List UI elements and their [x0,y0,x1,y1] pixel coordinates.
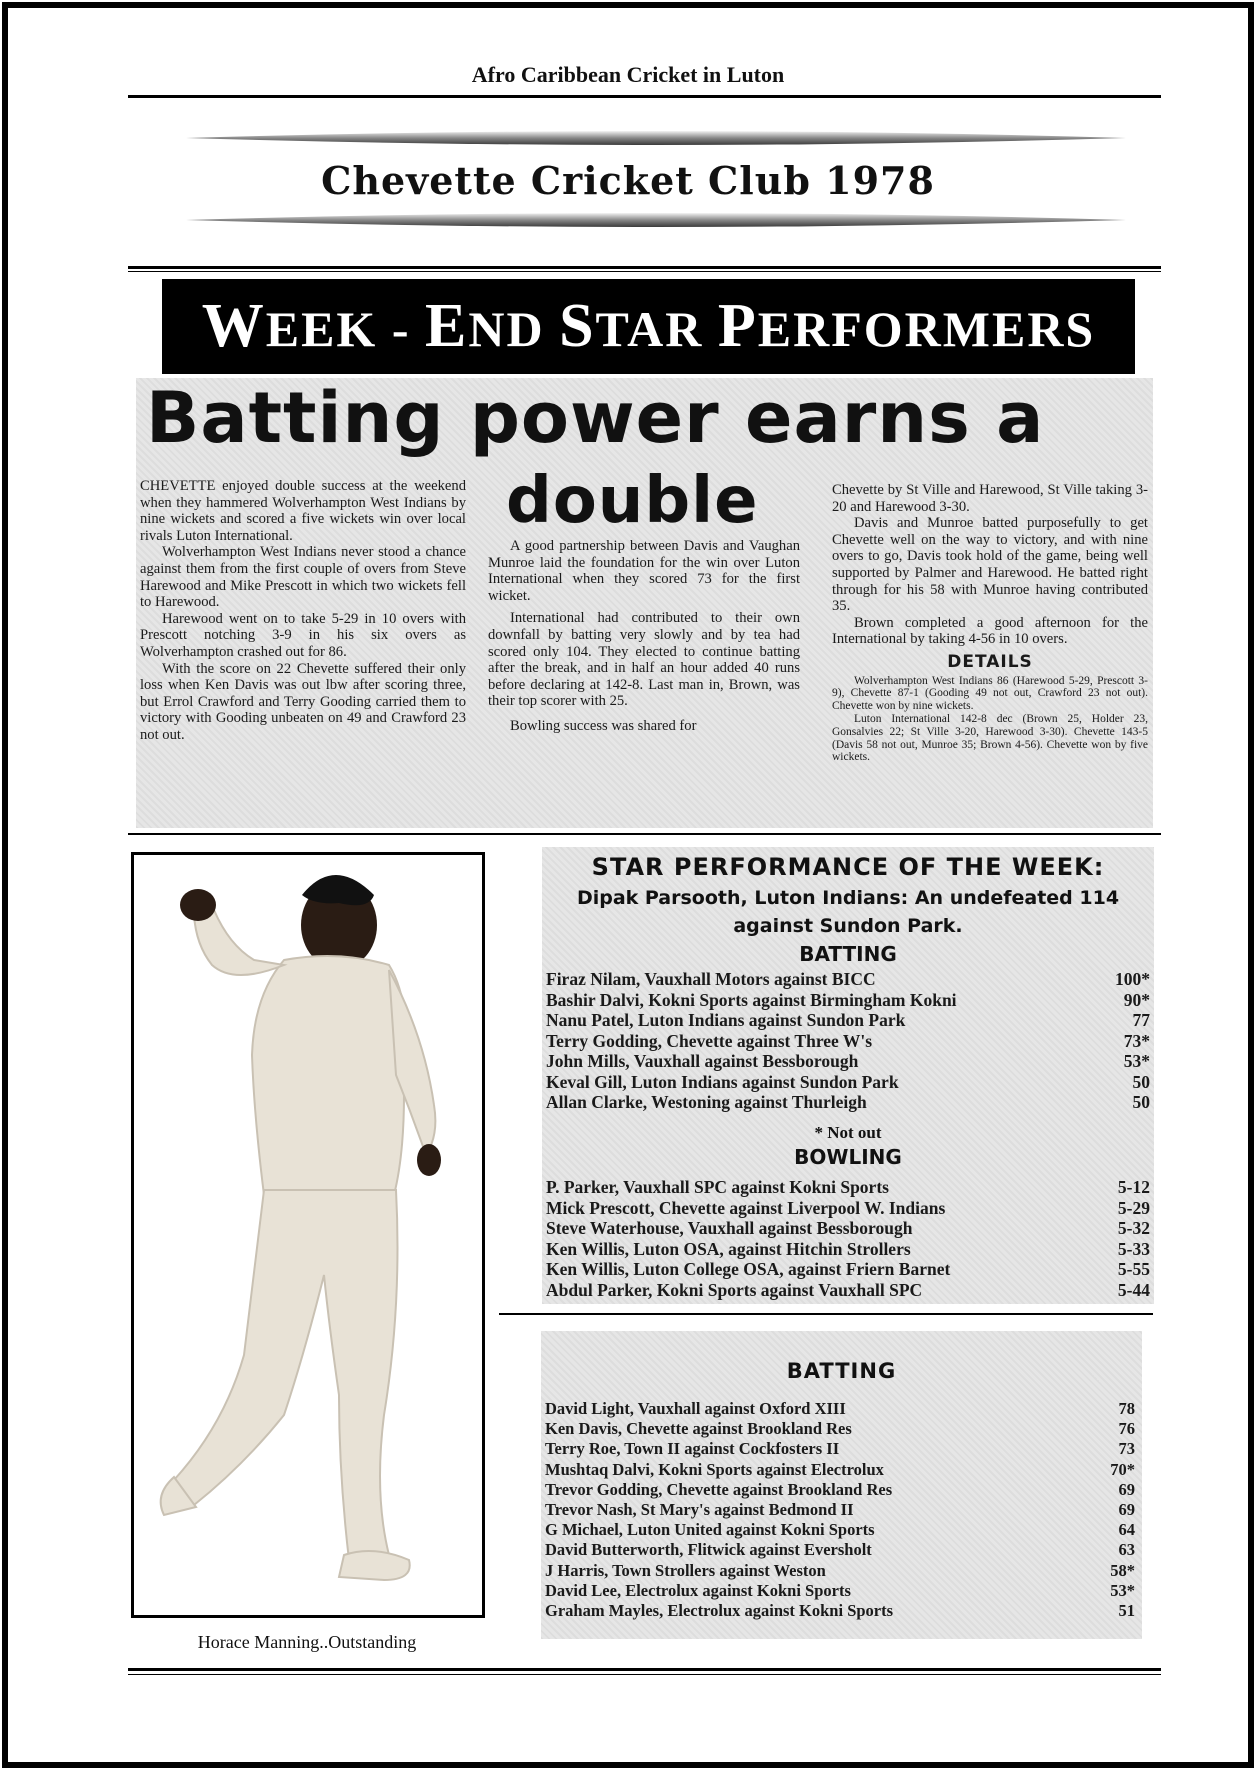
article-column-2 [488,538,800,735]
details-paragraph: Luton International 142-8 dec (Brown 25, Holder 23, Gonsalvies 22; St Ville 3-20, Harewood 3-30). Chevette 143-5 (Davis 58 not out, Munroe 35; Brown 4-56). Chevette won by five wickets. [832,712,1148,764]
list-item [545,1500,1135,1520]
performer-name: Bashir Dalvi, Kokni Sports against Birmingham Kokni [546,989,957,1010]
batsman-name: Trevor Godding, Chevette against Brookland Res [545,1479,893,1499]
section-rule-top [128,266,1161,269]
article-headline-line1: Batting power earns a [146,377,1045,459]
batsman-name: Trevor Nash, St Mary's against Bedmond II [545,1500,854,1520]
list-item [546,1239,1150,1260]
article-paragraph: Wolverhampton West Indians never stood a chance against them from the first couple of overs from Steve Harewood and Mike Prescott in which two wickets fell to Harewood. [140,544,466,611]
batsman-score: 70* [1110,1459,1135,1479]
player-photo-frame [131,852,485,1618]
list-item [545,1601,1135,1621]
performer-score: 53* [1123,1051,1150,1071]
performer-figures: 5-12 [1117,1177,1150,1197]
club-title: Chevette Cricket Club 1978 [321,158,935,203]
article-column-3 [832,482,1148,764]
list-item [546,1051,1150,1072]
star-batting-list [546,969,1150,1113]
footer-rule-thin [128,1674,1161,1675]
title-cap-p: P [717,292,758,360]
article-paragraph: Davis and Munroe batted purposefully to get Chevette well on the way to victory, and with nine overs to go, Davis took hold of the game, being well supported by Palmer and Harewood. He batted right through for his 58 with Munroe having contributed 35. [832,515,1148,615]
footer-rule [128,1668,1161,1671]
title-text-4: ERFORMERS [757,301,1096,357]
performer-figures: 5-33 [1117,1238,1150,1259]
performer-name: Firaz Nilam, Vauxhall Motors against BICC [546,969,876,989]
batsman-name: J Harris, Town Strollers against Weston [545,1560,826,1580]
batsman-name: Graham Mayles, Electrolux against Kokni Sports [545,1601,894,1621]
batting-clipping [541,1331,1142,1639]
performer-name: Ken Willis, Luton OSA, against Hitchin Strollers [546,1238,911,1259]
star-performance-subtitle-1: Dipak Parsooth, Luton Indians: An undefeated 114 [576,887,1120,909]
performer-figures: 5-44 [1117,1279,1150,1300]
batsman-score: 51 [1118,1601,1135,1621]
article-column-1 [140,478,466,744]
batsman-name: David Lee, Electrolux against Kokni Sports [545,1580,851,1600]
performer-name: Abdul Parker, Kokni Sports against Vauxhall SPC [546,1279,923,1300]
title-cap-e: E [424,292,469,360]
list-item [546,969,1150,990]
list-item [545,1419,1135,1439]
player-photo [134,855,482,1615]
list-item [545,1540,1135,1560]
batsman-score: 78 [1118,1399,1135,1418]
list-item [545,1520,1135,1540]
list-item [546,1010,1150,1031]
batsman-name: David Light, Vauxhall against Oxford XIII [545,1399,846,1418]
list-item [546,1198,1150,1219]
article-paragraph: International had contributed to their own downfall by batting very slowly and by tea had scored only 104. They elected to continue batting after the break, and in half an hour added 40 runs before declaring at 142-8. Last man in, Brown, was their top scorer with 25. [488,610,800,710]
list-item [546,1177,1150,1198]
performer-score: 100* [1115,969,1150,989]
star-bowling-heading: BOWLING [794,1145,902,1169]
star-batting-heading: BATTING [799,942,897,966]
performer-name: Keval Gill, Luton Indians against Sundon Park [546,1071,899,1092]
batsman-name: Ken Davis, Chevette against Brookland Res [545,1419,852,1439]
performer-score: 73* [1123,1030,1150,1051]
list-item [546,990,1150,1011]
article-rule-bottom [128,833,1161,835]
section-title [162,279,1135,374]
page-header: Afro Caribbean Cricket in Luton [471,62,785,87]
star-performance-subtitle-2: against Sundon Park. [733,915,963,937]
not-out-note: * Not out [814,1123,882,1142]
batsman-score: 63 [1118,1540,1135,1560]
star-performance-clipping [542,847,1154,1304]
performer-name: P. Parker, Vauxhall SPC against Kokni Sports [546,1177,889,1197]
performer-name: Steve Waterhouse, Vauxhall against Bessborough [546,1218,913,1238]
details-heading: DETAILS [947,651,1033,672]
title-text-3: TAR [595,301,718,357]
list-item [545,1561,1135,1581]
batsman-score: 64 [1118,1520,1135,1540]
article-headline-line2: double [506,464,759,538]
batsman-score: 69 [1118,1479,1135,1499]
batting-heading: BATTING [786,1359,897,1383]
article-paragraph: Brown completed a good afternoon for the International by taking 4-56 in 10 overs. [832,614,1148,648]
batsman-name: Terry Roe, Town II against Cockfosters II [545,1439,840,1459]
performer-name: Allan Clarke, Westoning against Thurleigh [546,1092,867,1112]
performer-figures: 5-32 [1117,1218,1150,1238]
batsman-name: David Butterworth, Flitwick against Eversholt [545,1540,872,1560]
list-divider [499,1313,1153,1315]
batsman-score: 58* [1110,1560,1135,1580]
list-item [545,1460,1135,1480]
list-item [546,1259,1150,1280]
title-text-2: ND [468,301,560,357]
list-item [545,1439,1135,1459]
performer-score: 77 [1132,1010,1150,1030]
list-item [546,1218,1150,1239]
performer-score: 90* [1123,989,1150,1010]
star-performance-title: STAR PERFORMANCE OF THE WEEK: [591,853,1105,881]
article-paragraph: CHEVETTE enjoyed double success at the weekend when they hammered Wolverhampton West Indians by nine wickets and scored a five wickets win over local rivals Luton International. [140,478,466,544]
list-item [546,1031,1150,1052]
title-text-1: EEK - [265,301,425,357]
performer-score: 50 [1132,1092,1150,1112]
list-item [546,1280,1150,1301]
performer-score: 50 [1132,1071,1150,1092]
list-item [546,1072,1150,1093]
batsman-name: Mushtaq Dalvi, Kokni Sports against Electrolux [545,1459,884,1479]
header-rule [128,95,1161,98]
batsman-score: 69 [1118,1500,1135,1520]
performer-figures: 5-29 [1117,1197,1150,1218]
section-rule-top-thin [128,271,1161,272]
performer-name: Mick Prescott, Chevette against Liverpool W. Indians [546,1197,946,1218]
details-paragraph: Wolverhampton West Indians 86 (Harewood 5-29, Prescott 3-9), Chevette 87-1 (Gooding 49 not out, Crawford 23 not out). Chevette won by nine wickets. [832,674,1148,713]
star-bowling-list [546,1177,1150,1300]
article-paragraph: A good partnership between Davis and Vaughan Munroe laid the foundation for the win over Luton International when they scored 73 for the first wicket. [488,538,800,604]
title-cap-w: W [201,292,266,360]
batsman-score: 76 [1118,1419,1135,1439]
performer-figures: 5-55 [1117,1259,1150,1279]
photo-caption: Horace Manning..Outstanding [197,1632,417,1652]
article-paragraph: Harewood went on to take 5-29 in 10 overs with Prescott notching 3-9 in his six overs as Wolverhampton crashed out for 86. [140,610,466,660]
performer-name: Nanu Patel, Luton Indians against Sundon Park [546,1010,906,1030]
performer-name: John Mills, Vauxhall against Bessborough [546,1051,859,1071]
performer-name: Ken Willis, Luton College OSA, against Friern Barnet [546,1259,951,1279]
performer-name: Terry Godding, Chevette against Three W's [546,1030,873,1051]
article-clipping [136,378,1153,828]
article-paragraph: Chevette by St Ville and Harewood, St Ville taking 3-20 and Harewood 3-30. [832,482,1148,515]
batting-list [545,1399,1135,1621]
list-item [546,1092,1150,1113]
list-item [545,1581,1135,1601]
title-cap-s: S [559,292,596,360]
batsman-score: 73 [1118,1439,1135,1459]
article-paragraph: Bowling success was shared for [510,717,697,734]
batsman-name: G Michael, Luton United against Kokni Sports [545,1520,875,1540]
list-item [545,1399,1135,1419]
article-paragraph: With the score on 22 Chevette suffered their only loss when Ken Davis was out lbw after scoring three, but Errol Crawford and Terry Gooding carried them to victory with Gooding unbeaten on 49 and Crawford 23 not out. [140,660,466,743]
batsman-score: 53* [1110,1580,1135,1600]
list-item [545,1480,1135,1500]
